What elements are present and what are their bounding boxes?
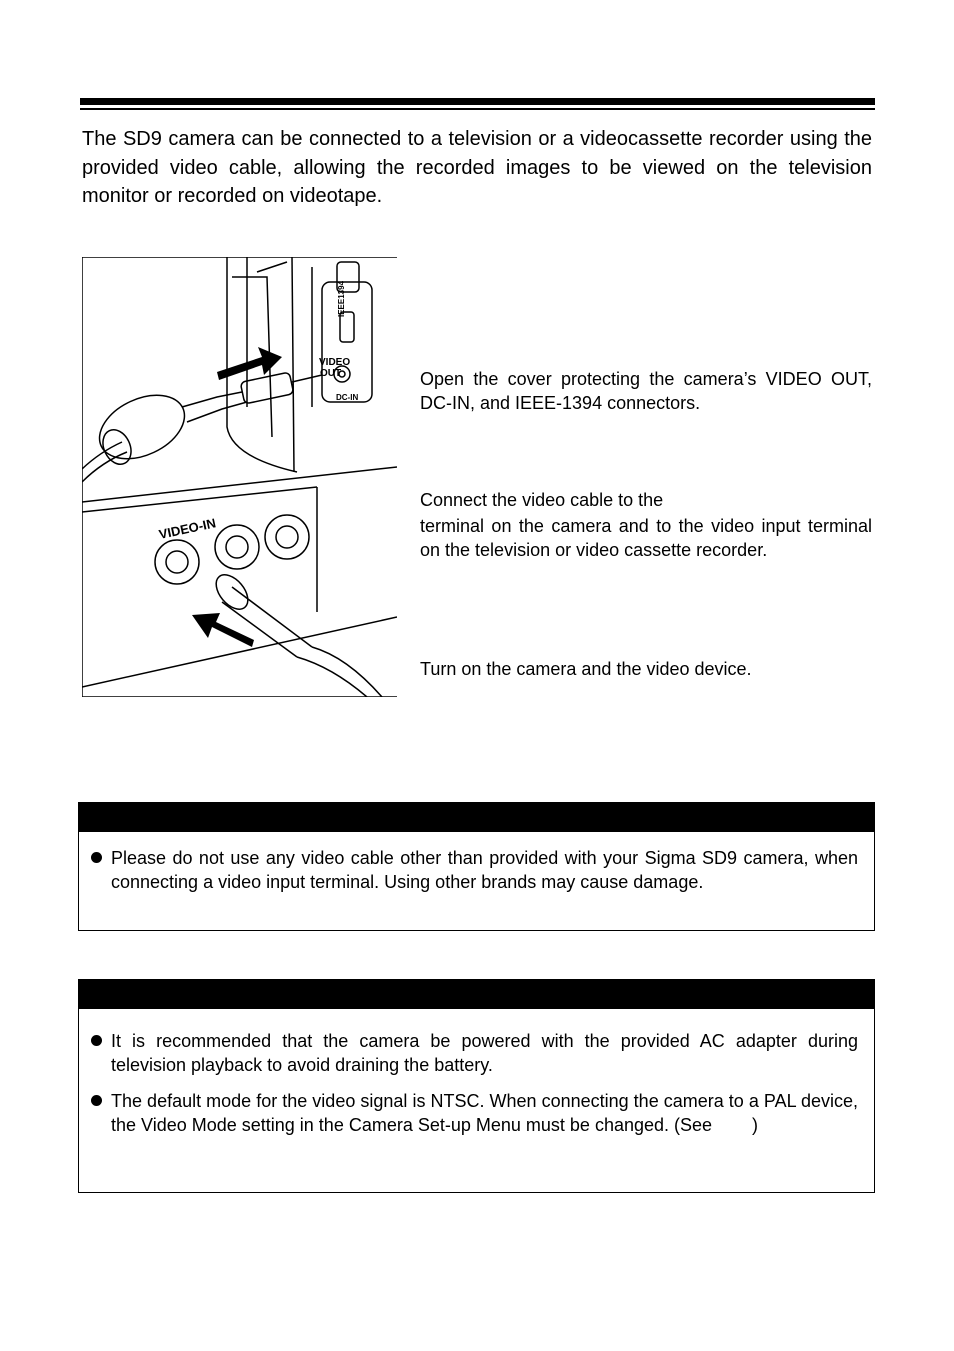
caution-item [91, 846, 858, 894]
note-item-2 [91, 1089, 864, 1137]
header-rule-thick [80, 98, 875, 105]
step-2-text: terminal on the camera and to the video input terminal on the television or video cassette recorder. [420, 516, 872, 560]
step-1-text: Open the cover protecting the camera’s VIDEO OUT, DC-IN, and IEEE-1394 connectors. [420, 369, 872, 413]
step-2-line1: Connect the video cable to the [420, 490, 664, 510]
caution-box [78, 802, 875, 931]
bullet-icon [91, 1035, 102, 1046]
notes-box-header [79, 980, 874, 1009]
bullet-icon [91, 852, 102, 863]
note-item-1 [91, 1029, 858, 1077]
step-3-text: Turn on the camera and the video device. [420, 659, 752, 679]
video-out-label-2: OUT [320, 368, 342, 379]
connection-illustration [82, 257, 397, 697]
note-item-1-text: It is recommended that the camera be powered with the provided AC adapter during television playback to avoid draining the battery. [111, 1031, 858, 1075]
intro-paragraph: The SD9 camera can be connected to a television or a videocassette recorder using the provided video cable, allowing the recorded images to be viewed on the television monitor or recorded on videotape. [82, 128, 872, 207]
caution-box-header [79, 803, 874, 832]
ieee-1394-label: IEEE1394 [337, 280, 346, 317]
header-rule-thin [80, 108, 875, 110]
notes-box [78, 979, 875, 1193]
dc-in-label: DC-IN [336, 393, 359, 402]
video-in-label: VIDEO-IN [157, 515, 218, 542]
caution-item-text: Please do not use any video cable other than provided with your Sigma SD9 camera, when connecting a video input terminal. Using other brands may cause damage. [111, 848, 858, 892]
bullet-icon [91, 1095, 102, 1106]
video-out-label-1: VIDEO [319, 357, 351, 368]
note-item-2-text: The default mode for the video signal is NTSC. When connecting the camera to a PAL device, the Video Mode setting in the Camera Set-up Menu must be changed. (See ) [111, 1091, 864, 1135]
